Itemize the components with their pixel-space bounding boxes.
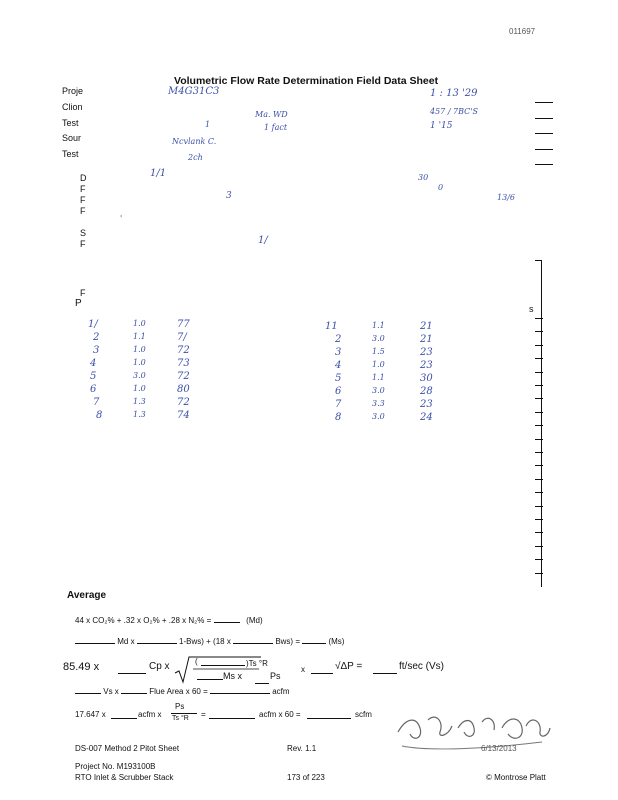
vs-unit: ft/sec (Vs) <box>399 661 445 672</box>
hw-mid1: Ma. WD <box>255 110 288 119</box>
ms-blank-3 <box>233 635 273 644</box>
table-cell: 23 <box>420 360 433 371</box>
table-row: 11 <box>325 321 338 332</box>
right-tick-mark <box>535 358 543 359</box>
right-tick-mark <box>535 546 543 547</box>
scfm-ps: Ps <box>175 702 185 711</box>
vs-blank-vs <box>373 665 397 674</box>
table-cell: 77 <box>177 319 190 330</box>
document-id: 011697 <box>509 27 536 36</box>
footer-page: 173 of 223 <box>287 773 325 782</box>
hw-g: ' <box>120 214 123 223</box>
footer-source: RTO Inlet & Scrubber Stack <box>75 773 174 782</box>
table-cell: 1.0 <box>133 345 146 354</box>
hw-c: 0 <box>438 183 444 192</box>
table-cell: 3.0 <box>372 386 385 395</box>
acfm-a: Vs x <box>103 687 119 696</box>
ms-blank-1 <box>75 635 115 644</box>
ms-c: Bws) = <box>275 637 300 646</box>
vs-const: 85.49 x <box>63 661 100 673</box>
hw-mid2: 1 fact <box>264 123 288 132</box>
footer-form: DS-007 Method 2 Pitot Sheet <box>75 744 180 753</box>
hw-d: 13/6 <box>497 193 515 202</box>
acfm-blank-2 <box>121 685 147 694</box>
right-tick-mark <box>535 318 543 319</box>
table-cell: 7/ <box>177 332 187 343</box>
scfm-a: acfm x <box>138 710 162 719</box>
right-border-cap <box>535 260 542 261</box>
ms-blank-2 <box>137 635 177 644</box>
ms-blank-4 <box>302 635 326 644</box>
scfm-b: acfm x 60 = <box>259 710 301 719</box>
right-border-line <box>541 260 542 587</box>
right-tick-mark <box>535 573 543 574</box>
label-source: Sour <box>62 133 82 143</box>
acfm-blank-1 <box>75 685 101 694</box>
right-tick-mark <box>535 412 543 413</box>
table-cell: 23 <box>420 399 433 410</box>
vs-ps: Ps <box>270 671 281 681</box>
footer-date: 6/13/2013 <box>481 744 517 753</box>
md-expression: 44 x CO₂% + .32 x O₂% + .28 x N₂% = <box>75 616 212 625</box>
hw-right2: 457 / 7BC'S <box>430 107 478 116</box>
table-row: 5 <box>335 373 342 384</box>
table-cell: 1.5 <box>372 347 385 356</box>
footer-project: Project No. M193100B <box>75 762 156 771</box>
label-a2: F <box>80 184 86 194</box>
header-dash <box>535 118 553 119</box>
formula-vs <box>63 655 543 685</box>
table-cell: 23 <box>420 347 433 358</box>
formula-acfm <box>75 685 290 696</box>
header-dash <box>535 164 553 165</box>
table-cell: 1.0 <box>133 319 146 328</box>
vs-blank-ps <box>255 675 269 684</box>
ms-b: 1-Bws) + (18 x <box>179 637 231 646</box>
label-c1: F <box>80 288 86 298</box>
average-label: Average <box>67 590 107 601</box>
right-tick-mark <box>535 452 543 453</box>
table-cell: 24 <box>420 412 433 423</box>
table-cell: 30 <box>420 373 433 384</box>
table-cell: 1.3 <box>133 410 146 419</box>
table-cell: 73 <box>177 358 190 369</box>
table-row: 4 <box>335 360 342 371</box>
label-a4: F <box>80 206 86 216</box>
table-cell: 1.3 <box>133 397 146 406</box>
label-client: Clion <box>62 102 83 112</box>
hw-project: M4G31C3 <box>168 86 220 97</box>
signature-icon <box>392 698 557 760</box>
right-tick-mark <box>535 532 543 533</box>
formula-scfm <box>75 702 395 730</box>
formula-ms <box>75 635 344 646</box>
scfm-unit: scfm <box>355 710 372 719</box>
table-cell: 1.0 <box>372 360 385 369</box>
table-cell: 74 <box>177 410 190 421</box>
scfm-blank-1 <box>111 710 137 719</box>
label-test-number: Test <box>62 149 79 159</box>
table-cell: 1.1 <box>372 321 385 330</box>
vs-dp: √ΔP = <box>335 661 363 672</box>
label-project: Proje <box>62 86 84 96</box>
acfm-unit: acfm <box>272 687 290 696</box>
table-row: 4 <box>90 358 97 369</box>
vs-blank-ms <box>197 671 223 680</box>
vs-ts-open: ( <box>195 657 198 666</box>
table-cell: 1.0 <box>133 384 146 393</box>
right-s-label: s <box>529 304 534 314</box>
right-tick-mark <box>535 425 543 426</box>
table-cell: 3.0 <box>133 371 146 380</box>
table-cell: 3.0 <box>372 334 385 343</box>
table-cell: 21 <box>420 334 433 345</box>
right-tick-mark <box>535 439 543 440</box>
header-dash <box>535 149 553 150</box>
vs-blank-cp <box>118 665 146 674</box>
right-tick-mark <box>535 506 543 507</box>
vs-ms: Ms x <box>223 671 242 681</box>
label-a3: F <box>80 195 86 205</box>
right-tick-mark <box>535 372 543 373</box>
footer-company: © Montrose Platt <box>486 773 546 782</box>
table-row: 2 <box>93 332 100 343</box>
table-cell: 1.0 <box>133 358 146 367</box>
label-b1: S <box>80 228 87 238</box>
table-row: 1/ <box>88 319 98 330</box>
table-cell: 1.1 <box>372 373 385 382</box>
hw-a: 1/1 <box>150 168 167 179</box>
acfm-blank-3 <box>210 685 270 694</box>
scfm-blank-2 <box>209 710 255 719</box>
table-row: 6 <box>90 384 97 395</box>
scfm-ts: Ts °R <box>172 715 189 722</box>
ms-unit: (Ms) <box>328 637 345 646</box>
scfm-blank-3 <box>307 710 351 719</box>
table-row: 8 <box>96 410 103 421</box>
right-tick-mark <box>535 385 543 386</box>
table-row: 3 <box>93 345 100 356</box>
sheet-title: Volumetric Flow Rate Determination Field Data Sheet <box>174 75 439 87</box>
formula-md <box>75 614 263 625</box>
table-row: 2 <box>335 334 342 345</box>
hw-b: 30 <box>418 173 429 182</box>
table-cell: 72 <box>177 345 190 356</box>
table-cell: 72 <box>177 371 190 382</box>
table-row: 5 <box>90 371 97 382</box>
hw-f: 1/ <box>258 235 268 246</box>
hw-right-top: 1 : 13 '29 <box>430 88 478 99</box>
md-blank <box>214 614 240 623</box>
right-tick-mark <box>535 479 543 480</box>
header-dash <box>535 102 553 103</box>
label-test-location: Test <box>62 118 79 128</box>
table-row: 3 <box>335 347 342 358</box>
table-cell: 21 <box>420 321 433 332</box>
right-tick-mark <box>535 398 543 399</box>
table-row: 7 <box>335 399 342 410</box>
table-cell: 1.1 <box>133 332 146 341</box>
table-cell: 3.0 <box>372 412 385 421</box>
table-cell: 80 <box>177 384 190 395</box>
ms-a: Md x <box>117 637 135 646</box>
vs-ts: )Ts °R <box>246 659 268 668</box>
scfm-eq: = <box>201 710 206 719</box>
table-cell: 72 <box>177 397 190 408</box>
md-unit: (Md) <box>246 616 263 625</box>
table-row: 8 <box>335 412 342 423</box>
hw-one: 1 <box>205 120 211 129</box>
vs-cp: Cp x <box>149 661 170 672</box>
label-c2: P <box>75 298 82 309</box>
hw-test: 2ch <box>188 153 203 162</box>
right-tick-mark <box>535 331 543 332</box>
hw-e: 3 <box>226 191 232 201</box>
vs-blank-dp <box>311 665 333 674</box>
table-row: 7 <box>93 397 100 408</box>
table-row: 6 <box>335 386 342 397</box>
table-cell: 3.3 <box>372 399 385 408</box>
table-cell: 28 <box>420 386 433 397</box>
right-tick-mark <box>535 492 543 493</box>
right-tick-mark <box>535 559 543 560</box>
footer-rev: Rev. 1.1 <box>287 744 317 753</box>
scfm-const: 17.647 x <box>75 710 106 719</box>
scfm-fraction-bar <box>171 713 197 714</box>
label-a1: D <box>80 173 87 183</box>
right-tick-mark <box>535 465 543 466</box>
hw-source: Ncvlank C. <box>172 137 217 146</box>
acfm-b: Flue Area x 60 = <box>149 687 208 696</box>
right-tick-mark <box>535 345 543 346</box>
header-dash <box>535 133 553 134</box>
label-b2: F <box>80 239 86 249</box>
vs-blank-ts <box>201 657 245 666</box>
right-tick-mark <box>535 519 543 520</box>
hw-right3: 1 '15 <box>430 121 453 131</box>
vs-times: x <box>301 665 305 674</box>
